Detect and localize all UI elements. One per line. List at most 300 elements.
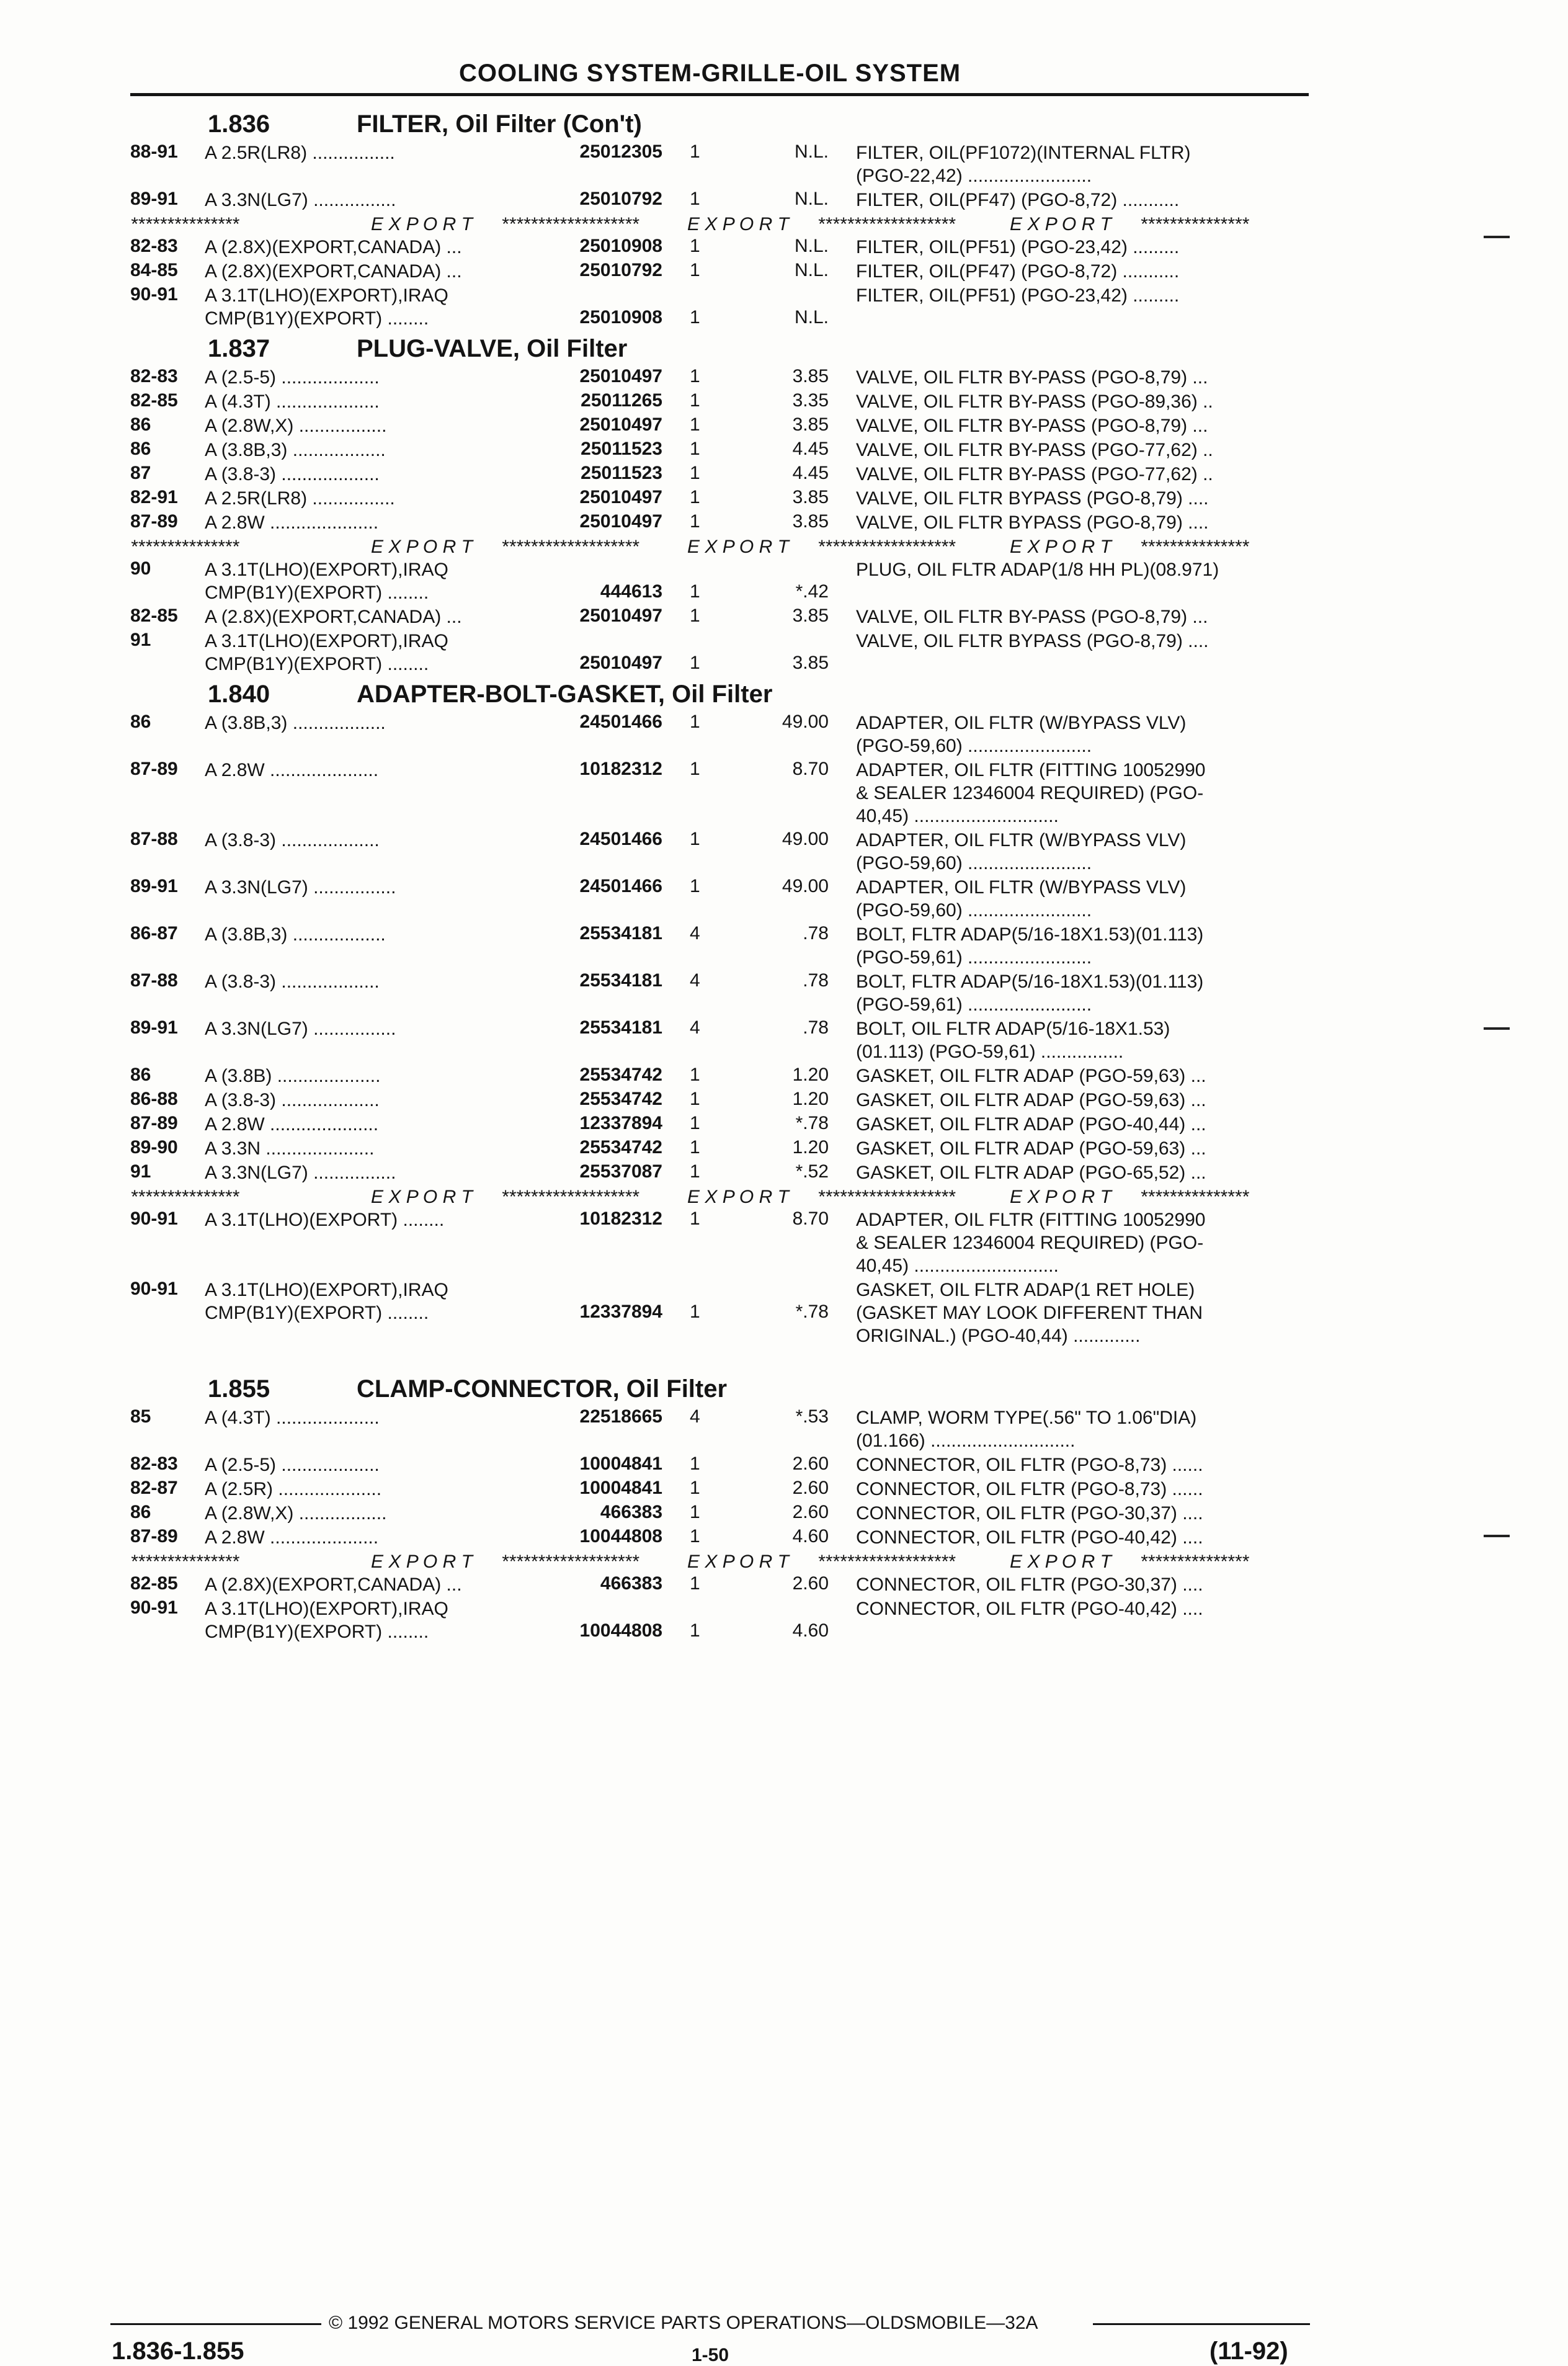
model-years: 91 xyxy=(130,630,151,650)
description-line: CONNECTOR, OIL FLTR (PGO-8,73) ...... xyxy=(856,1479,1203,1499)
table-row xyxy=(0,970,1568,1017)
application-line: A 3.1T(LHO)(EXPORT),IRAQ xyxy=(205,1280,448,1300)
application-line: A 3.3N(LG7) ................ xyxy=(205,1019,396,1039)
description xyxy=(856,1208,1309,1277)
table-row xyxy=(0,712,1568,759)
part-number: 25534742 xyxy=(579,1089,662,1109)
page-title: COOLING SYSTEM-GRILLE-OIL SYSTEM xyxy=(459,60,961,87)
price: 3.85 xyxy=(792,511,829,532)
description xyxy=(856,923,1309,969)
description-line: CONNECTOR, OIL FLTR (PGO-8,73) ...... xyxy=(856,1455,1203,1475)
export-stars: *************** xyxy=(130,537,239,557)
description xyxy=(856,605,1309,628)
quantity: 1 xyxy=(690,141,700,162)
application xyxy=(205,712,386,734)
application-line: A 2.8W ..................... xyxy=(205,760,379,780)
model-years: 89-91 xyxy=(130,1017,178,1038)
price: *.78 xyxy=(795,1301,829,1322)
price: 3.85 xyxy=(792,605,829,626)
description-line: (PGO-22,42) ........................ xyxy=(856,166,1092,186)
table-row xyxy=(0,414,1568,439)
application-line: A (2.8W,X) ................. xyxy=(205,1503,387,1524)
description xyxy=(856,390,1309,413)
table-row xyxy=(0,829,1568,876)
description-line: FILTER, OIL(PF51) (PGO-23,42) ......... xyxy=(856,237,1180,257)
quantity: 1 xyxy=(690,390,700,411)
price: 8.70 xyxy=(792,1208,829,1229)
part-number: 25534181 xyxy=(579,970,662,991)
description xyxy=(856,1406,1309,1452)
quantity: 1 xyxy=(690,712,700,732)
application xyxy=(205,829,380,852)
model-years: 87 xyxy=(130,463,151,483)
part-number: 10182312 xyxy=(579,759,662,779)
description xyxy=(856,558,1309,581)
application xyxy=(205,876,396,899)
quantity: 1 xyxy=(690,307,700,328)
description-line: (PGO-59,61) ........................ xyxy=(856,994,1092,1015)
application-line: A 3.3N(LG7) ................ xyxy=(205,877,396,898)
table-row xyxy=(0,1113,1568,1137)
application xyxy=(205,1161,396,1184)
margin-tick xyxy=(1484,1535,1510,1537)
application xyxy=(205,141,395,164)
model-years: 82-83 xyxy=(130,236,178,256)
part-number: 25534181 xyxy=(579,1017,662,1038)
price: .78 xyxy=(803,970,829,991)
price: *.42 xyxy=(795,581,829,602)
table-row xyxy=(0,189,1568,213)
model-years: 82-83 xyxy=(130,1453,178,1474)
quantity: 1 xyxy=(690,236,700,256)
footer-page-number: 1-50 xyxy=(692,2345,729,2365)
quantity: 4 xyxy=(690,1017,700,1038)
application-line: A (3.8B,3) .................. xyxy=(205,924,386,945)
quantity: 4 xyxy=(690,1406,700,1427)
quantity: 1 xyxy=(690,439,700,459)
export-stars: ******************* xyxy=(501,537,639,557)
application-line: A (3.8-3) ................... xyxy=(205,830,380,850)
application-line: CMP(B1Y)(EXPORT) ........ xyxy=(205,583,429,603)
application-line: CMP(B1Y)(EXPORT) ........ xyxy=(205,1622,429,1642)
part-number: 12337894 xyxy=(579,1113,662,1133)
quantity: 1 xyxy=(690,1573,700,1594)
quantity: 1 xyxy=(690,1113,700,1133)
application xyxy=(205,1137,374,1160)
description-line: CONNECTOR, OIL FLTR (PGO-40,42) .... xyxy=(856,1527,1203,1548)
price: 2.60 xyxy=(792,1502,829,1522)
description-line: (PGO-59,60) ........................ xyxy=(856,736,1092,756)
application xyxy=(205,1113,378,1136)
application-line: A (2.8X)(EXPORT,CANADA) ... xyxy=(205,237,462,257)
description xyxy=(856,1478,1309,1501)
table-row xyxy=(0,1137,1568,1161)
table-row xyxy=(0,1208,1568,1279)
description xyxy=(856,1089,1309,1112)
description xyxy=(856,970,1309,1016)
table-row xyxy=(0,284,1568,331)
model-years: 82-85 xyxy=(130,390,178,411)
quantity: 1 xyxy=(690,366,700,386)
price: 2.60 xyxy=(792,1453,829,1474)
application xyxy=(205,970,380,993)
description-line: & SEALER 12346004 REQUIRED) (PGO- xyxy=(856,1233,1204,1253)
section-header xyxy=(0,107,1568,141)
model-years: 87-89 xyxy=(130,1113,178,1133)
description-line: ORIGINAL.) (PGO-40,44) ............. xyxy=(856,1326,1141,1346)
price: 4.60 xyxy=(792,1620,829,1641)
margin-tick xyxy=(1484,1027,1510,1030)
price: 4.45 xyxy=(792,463,829,483)
description-line: FILTER, OIL(PF47) (PGO-8,72) ........... xyxy=(856,261,1180,282)
model-years: 91 xyxy=(130,1161,151,1182)
description-line: VALVE, OIL FLTR BYPASS (PGO-8,79) .... xyxy=(856,512,1209,533)
table-row xyxy=(0,1065,1568,1089)
description xyxy=(856,1597,1309,1620)
part-number: 12337894 xyxy=(579,1301,662,1322)
section-title: PLUG-VALVE, Oil Filter xyxy=(357,335,628,362)
export-label: E X P O R T xyxy=(687,214,789,234)
table-row xyxy=(0,390,1568,414)
description-line: PLUG, OIL FLTR ADAP(1/8 HH PL)(08.971) xyxy=(856,560,1219,580)
model-years: 82-91 xyxy=(130,487,178,507)
application xyxy=(205,605,462,628)
export-stars: *************** xyxy=(1140,1187,1249,1207)
quantity: 1 xyxy=(690,581,700,602)
quantity: 1 xyxy=(690,829,700,849)
table-row xyxy=(0,439,1568,463)
application xyxy=(205,439,386,462)
application-line: A 3.3N(LG7) ................ xyxy=(205,1163,396,1183)
quantity: 1 xyxy=(690,1137,700,1158)
description-line: GASKET, OIL FLTR ADAP (PGO-59,63) ... xyxy=(856,1066,1206,1086)
application-line: A (4.3T) .................... xyxy=(205,391,380,412)
section-number: 1.837 xyxy=(208,335,270,362)
price: 8.70 xyxy=(792,759,829,779)
description xyxy=(856,487,1309,510)
quantity: 1 xyxy=(690,1301,700,1322)
application xyxy=(205,511,378,534)
model-years: 90-91 xyxy=(130,1279,178,1299)
footer-date-code: (11-92) xyxy=(1209,2337,1288,2365)
model-years: 89-90 xyxy=(130,1137,178,1158)
table-row xyxy=(0,487,1568,511)
quantity: 1 xyxy=(690,759,700,779)
export-stars: *************** xyxy=(1140,1551,1249,1572)
section-header xyxy=(0,331,1568,366)
quantity: 1 xyxy=(690,1620,700,1641)
footer-copyright: © 1992 GENERAL MOTORS SERVICE PARTS OPERATIONS—OLDSMOBILE—32A xyxy=(329,2313,1038,2333)
application xyxy=(205,414,386,437)
description-line: GASKET, OIL FLTR ADAP (PGO-59,63) ... xyxy=(856,1138,1206,1159)
application-line: A 2.8W ..................... xyxy=(205,1114,379,1135)
part-number: 25534742 xyxy=(579,1065,662,1085)
part-number: 25537087 xyxy=(579,1161,662,1182)
description-line: (01.113) (PGO-59,61) ................ xyxy=(856,1042,1124,1062)
price: 1.20 xyxy=(792,1089,829,1109)
application-line: A (4.3T) .................... xyxy=(205,1408,380,1428)
export-stars: ******************* xyxy=(817,1187,955,1207)
table-row xyxy=(0,511,1568,535)
description xyxy=(856,366,1309,389)
description xyxy=(856,236,1309,259)
price: 3.85 xyxy=(792,487,829,507)
price: 3.85 xyxy=(792,653,829,673)
application-line: A 2.5R(LR8) ................ xyxy=(205,143,395,163)
export-stars: ******************* xyxy=(501,1551,639,1572)
part-number: 22518665 xyxy=(579,1406,662,1427)
model-years: 87-89 xyxy=(130,1526,178,1547)
export-label: E X P O R T xyxy=(371,1187,473,1207)
application xyxy=(205,1526,378,1549)
title-rule xyxy=(130,93,1309,96)
description-line: GASKET, OIL FLTR ADAP (PGO-59,63) ... xyxy=(856,1090,1206,1110)
application xyxy=(205,236,462,259)
application-line: A (2.8X)(EXPORT,CANADA) ... xyxy=(205,261,462,282)
application-line: A 3.1T(LHO)(EXPORT) ........ xyxy=(205,1210,445,1230)
description xyxy=(856,630,1309,653)
quantity: 1 xyxy=(690,260,700,280)
model-years: 82-85 xyxy=(130,1573,178,1594)
export-stars: *************** xyxy=(130,1551,239,1572)
application xyxy=(205,260,462,283)
export-label: E X P O R T xyxy=(1010,1187,1111,1207)
part-number: 10044808 xyxy=(579,1620,662,1641)
table-row xyxy=(0,1526,1568,1550)
description xyxy=(856,1017,1309,1063)
table-row xyxy=(0,366,1568,390)
section-title: CLAMP-CONNECTOR, Oil Filter xyxy=(357,1375,728,1403)
price: N.L. xyxy=(794,260,829,280)
price: N.L. xyxy=(794,141,829,162)
application-line: A (2.5-5) ................... xyxy=(205,1455,380,1475)
price: 2.60 xyxy=(792,1478,829,1498)
quantity: 1 xyxy=(690,414,700,435)
description-line: BOLT, OIL FLTR ADAP(5/16-18X1.53) xyxy=(856,1019,1170,1039)
description xyxy=(856,876,1309,922)
export-stars: *************** xyxy=(130,1187,239,1207)
price: .78 xyxy=(803,923,829,944)
description xyxy=(856,511,1309,534)
description-line: VALVE, OIL FLTR BYPASS (PGO-8,79) .... xyxy=(856,488,1209,509)
export-label: E X P O R T xyxy=(1010,1551,1111,1572)
application-line: A 3.3N ..................... xyxy=(205,1138,375,1159)
table-row xyxy=(0,141,1568,189)
quantity: 1 xyxy=(690,1478,700,1498)
description-line: (PGO-59,60) ........................ xyxy=(856,900,1092,921)
price: 1.20 xyxy=(792,1065,829,1085)
application-line: A 3.1T(LHO)(EXPORT),IRAQ xyxy=(205,631,448,651)
table-row xyxy=(0,630,1568,677)
model-years: 90 xyxy=(130,558,151,579)
application-line: A (3.8B,3) .................. xyxy=(205,440,386,460)
export-stars: *************** xyxy=(1140,214,1249,234)
part-number: 10004841 xyxy=(579,1478,662,1498)
export-stars: *************** xyxy=(130,214,239,234)
model-years: 86 xyxy=(130,1065,151,1085)
part-number: 25534742 xyxy=(579,1137,662,1158)
section-number: 1.836 xyxy=(208,110,270,138)
description xyxy=(856,439,1309,462)
export-stars: ******************* xyxy=(817,214,955,234)
application xyxy=(205,1089,380,1112)
quantity: 1 xyxy=(690,1161,700,1182)
footer-rule-right xyxy=(1093,2323,1310,2325)
description-line: ADAPTER, OIL FLTR (W/BYPASS VLV) xyxy=(856,713,1187,733)
model-years: 86 xyxy=(130,1502,151,1522)
application xyxy=(205,284,448,330)
table-row xyxy=(0,759,1568,829)
application xyxy=(205,366,380,389)
quantity: 1 xyxy=(690,1502,700,1522)
description-line: VALVE, OIL FLTR BY-PASS (PGO-8,79) ... xyxy=(856,367,1208,388)
price: 3.85 xyxy=(792,366,829,386)
quantity: 4 xyxy=(690,970,700,991)
quantity: 1 xyxy=(690,653,700,673)
application-line: A (3.8B) .................... xyxy=(205,1066,381,1086)
application-line: CMP(B1Y)(EXPORT) ........ xyxy=(205,308,429,329)
footer-rule-left xyxy=(110,2323,321,2325)
description-line: VALVE, OIL FLTR BY-PASS (PGO-89,36) .. xyxy=(856,391,1213,412)
section-header xyxy=(0,677,1568,712)
application-line: A 2.8W ..................... xyxy=(205,512,379,533)
description-line: VALVE, OIL FLTR BY-PASS (PGO-8,79) ... xyxy=(856,416,1208,436)
part-number: 24501466 xyxy=(579,712,662,732)
part-number: 25010792 xyxy=(579,260,662,280)
part-number: 25534181 xyxy=(579,923,662,944)
application xyxy=(205,1279,448,1324)
export-separator xyxy=(0,1185,1568,1208)
table-row xyxy=(0,876,1568,923)
application-line: A 3.3N(LG7) ................ xyxy=(205,190,396,210)
table-row xyxy=(0,558,1568,605)
quantity: 4 xyxy=(690,923,700,944)
part-number: 466383 xyxy=(600,1573,662,1594)
quantity: 1 xyxy=(690,1208,700,1229)
application-line: A (2.5-5) ................... xyxy=(205,367,380,388)
part-number: 25011523 xyxy=(581,463,662,483)
model-years: 82-87 xyxy=(130,1478,178,1498)
model-years: 89-91 xyxy=(130,189,178,209)
model-years: 89-91 xyxy=(130,876,178,896)
table-row xyxy=(0,1502,1568,1526)
table-row xyxy=(0,1161,1568,1185)
price: *.53 xyxy=(795,1406,829,1427)
model-years: 87-89 xyxy=(130,511,178,532)
description-line: BOLT, FLTR ADAP(5/16-18X1.53)(01.113) xyxy=(856,971,1204,992)
application xyxy=(205,1597,448,1643)
description-line: VALVE, OIL FLTR BY-PASS (PGO-77,62) .. xyxy=(856,464,1213,484)
application-line: A 2.5R(LR8) ................ xyxy=(205,488,395,509)
table-row xyxy=(0,923,1568,970)
application xyxy=(205,1017,396,1040)
table-row xyxy=(0,236,1568,260)
section-number: 1.840 xyxy=(208,681,270,708)
table-row xyxy=(0,1406,1568,1453)
description-line: ADAPTER, OIL FLTR (FITTING 10052990 xyxy=(856,760,1206,780)
model-years: 86 xyxy=(130,414,151,435)
export-label: E X P O R T xyxy=(371,537,473,557)
application xyxy=(205,558,448,604)
table-row xyxy=(0,1453,1568,1478)
table-row xyxy=(0,1279,1568,1372)
export-stars: ******************* xyxy=(817,1551,955,1572)
model-years: 87-89 xyxy=(130,759,178,779)
price: 3.35 xyxy=(792,390,829,411)
description-line: FILTER, OIL(PF47) (PGO-8,72) ........... xyxy=(856,190,1180,210)
part-number: 466383 xyxy=(600,1502,662,1522)
description-line: ADAPTER, OIL FLTR (W/BYPASS VLV) xyxy=(856,877,1187,898)
application xyxy=(205,487,395,510)
price: 4.60 xyxy=(792,1526,829,1547)
export-stars: ******************* xyxy=(501,1187,639,1207)
part-number: 444613 xyxy=(600,581,662,602)
part-number: 10182312 xyxy=(579,1208,662,1229)
description-line: BOLT, FLTR ADAP(5/16-18X1.53)(01.113) xyxy=(856,924,1204,945)
part-number: 25010497 xyxy=(579,487,662,507)
quantity: 1 xyxy=(690,1089,700,1109)
application-line: A (3.8-3) ................... xyxy=(205,1090,380,1110)
description xyxy=(856,284,1309,307)
description-line: & SEALER 12346004 REQUIRED) (PGO- xyxy=(856,783,1204,803)
model-years: 84-85 xyxy=(130,260,178,280)
price: 49.00 xyxy=(782,829,829,849)
export-label: E X P O R T xyxy=(1010,214,1111,234)
description-line: FILTER, OIL(PF51) (PGO-23,42) ......... xyxy=(856,285,1180,306)
price: 2.60 xyxy=(792,1573,829,1594)
application-line: A (2.8X)(EXPORT,CANADA) ... xyxy=(205,1574,462,1595)
application-line: A (3.8-3) ................... xyxy=(205,464,380,484)
application xyxy=(205,1065,380,1087)
description xyxy=(856,1279,1309,1347)
description xyxy=(856,1113,1309,1136)
quantity: 1 xyxy=(690,189,700,209)
description xyxy=(856,1526,1309,1549)
application xyxy=(205,463,380,486)
margin-tick xyxy=(1484,236,1510,238)
price: 1.20 xyxy=(792,1137,829,1158)
table-row xyxy=(0,1478,1568,1502)
part-number: 25010497 xyxy=(579,653,662,673)
description xyxy=(856,260,1309,283)
description xyxy=(856,1161,1309,1184)
description-line: VALVE, OIL FLTR BYPASS (PGO-8,79) .... xyxy=(856,631,1209,651)
application xyxy=(205,1478,381,1501)
description-line: GASKET, OIL FLTR ADAP(1 RET HOLE) xyxy=(856,1280,1195,1300)
application-line: A 2.8W ..................... xyxy=(205,1527,379,1548)
part-number: 25010497 xyxy=(579,366,662,386)
part-number: 25010497 xyxy=(579,605,662,626)
price: 49.00 xyxy=(782,876,829,896)
part-number: 25010792 xyxy=(579,189,662,209)
description-line: CONNECTOR, OIL FLTR (PGO-40,42) .... xyxy=(856,1599,1203,1619)
description xyxy=(856,759,1309,828)
description xyxy=(856,1065,1309,1087)
application-line: A (3.8B,3) .................. xyxy=(205,713,386,733)
section-number: 1.855 xyxy=(208,1375,270,1403)
price: 3.85 xyxy=(792,414,829,435)
part-number: 25011523 xyxy=(581,439,662,459)
table-row xyxy=(0,1017,1568,1065)
price: .78 xyxy=(803,1017,829,1038)
export-label: E X P O R T xyxy=(1010,537,1111,557)
description xyxy=(856,189,1309,212)
part-number: 25012305 xyxy=(579,141,662,162)
application xyxy=(205,1406,380,1429)
export-stars: ******************* xyxy=(501,214,639,234)
part-number: 10044808 xyxy=(579,1526,662,1547)
description-line: FILTER, OIL(PF1072)(INTERNAL FLTR) xyxy=(856,143,1191,163)
